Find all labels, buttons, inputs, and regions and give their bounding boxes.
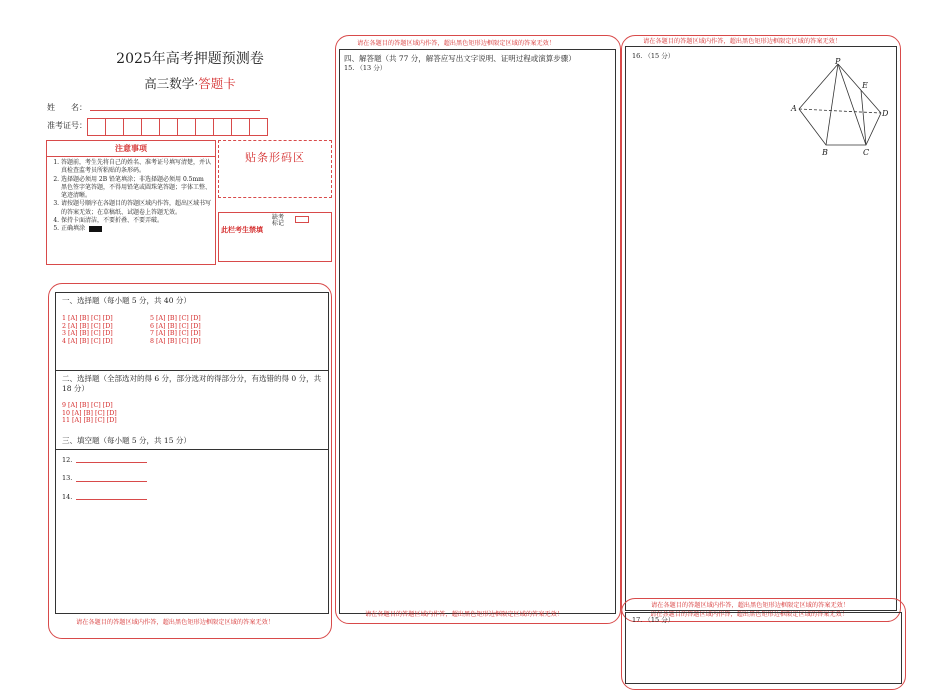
id-cell[interactable] xyxy=(123,118,142,136)
q15-label: 15. （13 分） xyxy=(344,64,387,72)
figure-label-B: B xyxy=(822,148,828,157)
notice-list xyxy=(47,159,215,234)
figure-label-E: E xyxy=(862,81,868,90)
q14-label: 14. xyxy=(62,493,73,501)
area-warning: 请在各题目的答题区域内作答，超出黑色矩形边框限定区域的答案无效！ xyxy=(76,619,274,626)
name-line[interactable] xyxy=(90,110,260,111)
q13-label: 13. xyxy=(62,474,73,482)
notice-item: 4. 保持卡面清洁，不要折叠、不要弄破。 xyxy=(61,217,211,225)
q13-answer-line[interactable] xyxy=(76,481,147,482)
notice-title: 注意事项 xyxy=(47,141,215,157)
area-warning: 请在各题目的答题区域内作答，超出黑色矩形边框限定区域的答案无效！ xyxy=(357,40,555,47)
section1-title: 一、选择题（每小题 5 分，共 40 分） xyxy=(62,296,191,305)
id-cell[interactable] xyxy=(249,118,268,136)
barcode-area xyxy=(218,140,332,198)
id-cell[interactable] xyxy=(141,118,160,136)
subtitle-suffix: 答题卡 xyxy=(198,76,236,91)
area-warning: 请在各题目的答题区域内作答，超出黑色矩形边框限定区域的答案无效！ xyxy=(643,38,841,45)
id-number-cells[interactable] xyxy=(87,118,267,136)
forbidden-label: 此栏考生禁填 xyxy=(221,225,263,234)
q14-answer-line[interactable] xyxy=(76,499,147,500)
subtitle xyxy=(120,74,260,92)
name-label: 姓 名： xyxy=(47,103,87,112)
id-cell[interactable] xyxy=(105,118,124,136)
section2-title: 二、选择题（全部选对的得 6 分，部分选对的得部分分，有选错的得 0 分，共 18 分） xyxy=(62,374,322,393)
divider xyxy=(55,370,328,371)
id-cell[interactable] xyxy=(213,118,232,136)
q17-label: 17. （15 分） xyxy=(632,616,675,624)
id-cell[interactable] xyxy=(195,118,214,136)
absent-label: 缺考标记 xyxy=(272,214,285,227)
section4-title: 四、解答题（共 77 分，解答应写出文字说明、证明过程或演算步骤） xyxy=(344,54,576,63)
answer-frame-2 xyxy=(339,49,616,614)
barcode-label: 贴条形码区 xyxy=(245,151,305,164)
id-label: 准考证号： xyxy=(47,121,87,130)
id-cell[interactable] xyxy=(87,118,106,136)
subtitle-prefix: 高三数学· xyxy=(144,76,199,91)
figure-label-A: A xyxy=(791,104,797,113)
notice-item: 3. 请按题号顺序在各题目的答题区域内作答，超出区域书写的答案无效；在草稿纸、试题卷上答题无效。 xyxy=(61,200,211,217)
figure-label-D: D xyxy=(882,109,889,118)
pyramid-figure-icon xyxy=(788,56,894,160)
notice-item: 1. 答题前，考生先将自己的姓名、准考证号填写清楚，并认真检查监考员所粘贴的条形码。 xyxy=(61,159,211,176)
section3-title: 三、填空题（每小题 5 分，共 15 分） xyxy=(62,436,191,445)
choice-group-1-4[interactable]: 1 [A] [B] [C] [D] 2 [A] [B] [C] [D] 3 [A] [B] [C] [D] 4 [A] [B] [C] [D] xyxy=(62,315,113,345)
area-warning: 请在各题目的答题区域内作答，超出黑色矩形边框限定区域的答案无效！ xyxy=(365,611,563,618)
choice-group-9-11[interactable]: 9 [A] [B] [C] [D] 10 [A] [B] [C] [D] 11 [A] [B] [C] [D] xyxy=(62,402,117,425)
notice-item xyxy=(61,225,211,233)
absent-mark-box[interactable] xyxy=(295,216,309,223)
id-cell[interactable] xyxy=(177,118,196,136)
fill-sample-label: 正确填涂 xyxy=(61,225,86,233)
area-warning: 请在各题目的答题区域内作答，超出黑色矩形边框限定区域的答案无效！ xyxy=(650,611,848,618)
figure-label-C: C xyxy=(863,148,870,157)
fill-sample-mark xyxy=(89,226,102,232)
figure-label-P: P xyxy=(835,57,841,66)
notice-item: 2. 选择题必须用 2B 铅笔填涂；非选择题必须用 0.5mm 黑色签字笔答题，不得用铅笔或圆珠笔答题；字体工整、笔迹清晰。 xyxy=(61,176,211,201)
forbidden-box xyxy=(218,212,332,262)
notice-box xyxy=(46,140,216,265)
exam-title: 2025年高考押题预测卷 xyxy=(116,51,264,67)
id-cell[interactable] xyxy=(231,118,250,136)
divider xyxy=(55,449,328,450)
q12-label: 12. xyxy=(62,456,73,464)
q12-answer-line[interactable] xyxy=(76,462,147,463)
q16-label: 16. （15 分） xyxy=(632,52,675,60)
choice-group-5-8[interactable]: 5 [A] [B] [C] [D] 6 [A] [B] [C] [D] 7 [A] [B] [C] [D] 8 [A] [B] [C] [D] xyxy=(150,315,201,345)
area-warning: 请在各题目的答题区域内作答，超出黑色矩形边框限定区域的答案无效！ xyxy=(651,602,849,609)
id-cell[interactable] xyxy=(159,118,178,136)
